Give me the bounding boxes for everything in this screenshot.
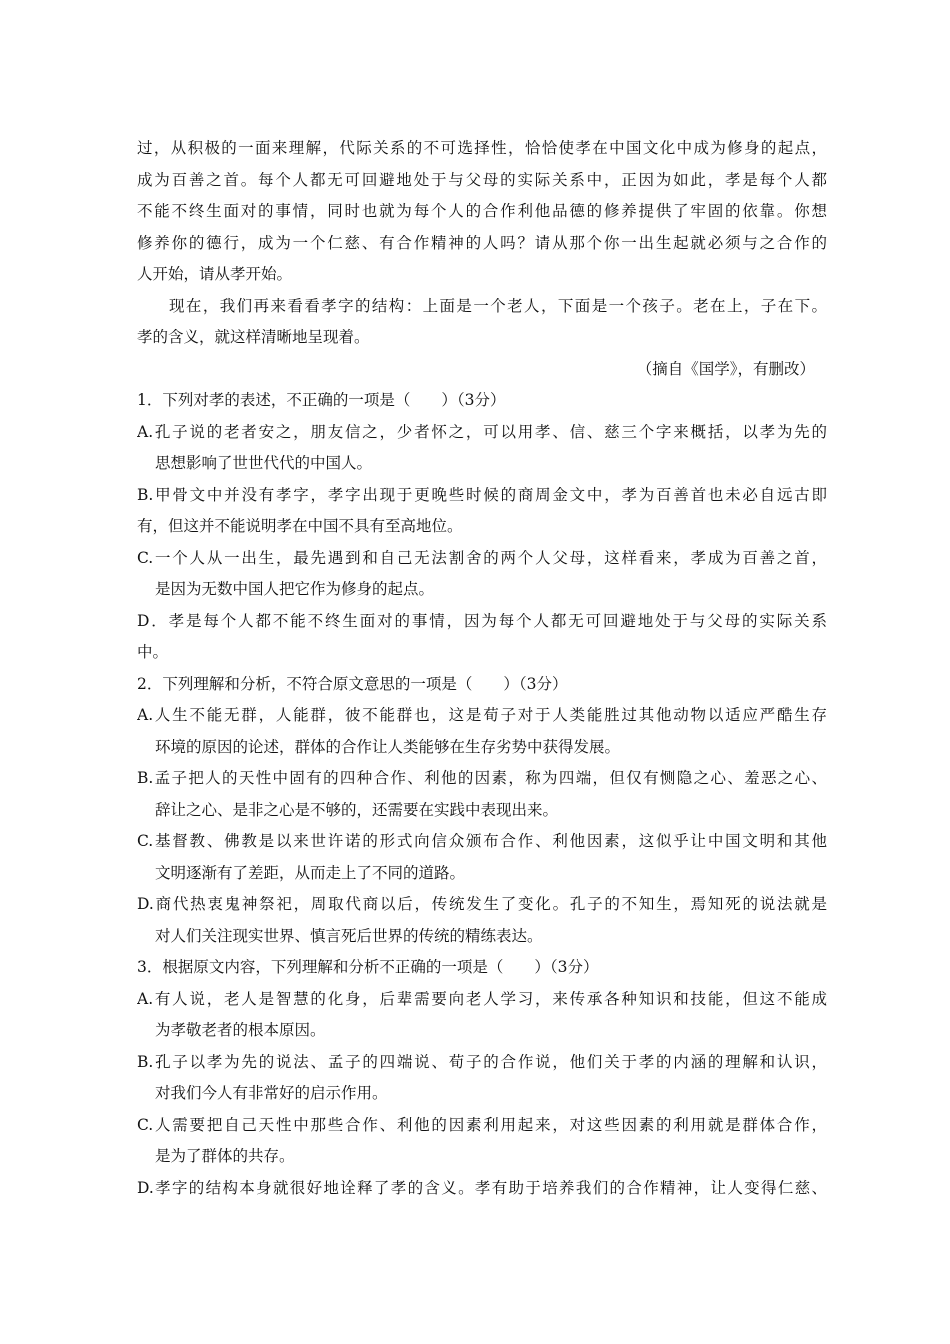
option-c — [137, 1110, 827, 1173]
option-d — [137, 606, 827, 669]
option-a — [137, 417, 827, 480]
option-line: A.人生不能无群，人能群，彼不能群也，这是荀子对于人类能胜过其他动物以适应严酷生存 — [137, 706, 827, 724]
option-line: 中。 — [137, 643, 169, 661]
option-line: 为孝敬老者的根本原因。 — [155, 1021, 326, 1039]
option-line: 辞让之心、是非之心是不够的，还需要在实践中表现出来。 — [155, 800, 559, 819]
question-3 — [137, 952, 827, 1204]
option-line: A.有人说，老人是智慧的化身，后辈需要向老人学习，来传承各种知识和技能，但这不能成 — [137, 989, 827, 1008]
passage-paragraph-1 — [137, 133, 827, 291]
text-line: 人开始，请从孝开始。 — [137, 265, 293, 283]
text-line: 不能不终生面对的事情，同时也就为每个人的合作利他品德的修养提供了牢固的依靠。你想 — [137, 202, 827, 220]
text-line: 孝的含义，就这样清晰地呈现着。 — [137, 328, 370, 346]
option-a — [137, 700, 827, 763]
option-line: B.孟子把人的天性中固有的四种合作、利他的因素，称为四端，但仅有恻隐之心、羞恶之心、 — [137, 769, 827, 787]
question-stem: 2．下列理解和分析，不符合原文意思的一项是（ ）（3分） — [137, 674, 568, 693]
option-line: 对我们今人有非常好的启示作用。 — [155, 1084, 388, 1102]
option-line: C.基督教、佛教是以来世许诺的形式向信众颁布合作、利他因素，这似乎让中国文明和其他 — [137, 832, 827, 850]
option-line: 是为了群体的共存。 — [155, 1147, 295, 1165]
option-line: C.一个人从一出生，最先遇到和自己无法割舍的两个人父母，这样看来，孝成为百善之首， — [137, 548, 827, 567]
option-line: D.孝字的结构本身就很好地诠释了孝的含义。孝有助于培养我们的合作精神，让人变得仁慈、 — [137, 1178, 827, 1197]
source-citation: （摘自《国学》，有删改） — [636, 359, 815, 378]
option-line: B.孔子以孝为先的说法、孟子的四端说、荀子的合作说，他们关于孝的内涵的理解和认识， — [137, 1052, 827, 1071]
page-content — [137, 133, 827, 1204]
option-line: 有，但这并不能说明孝在中国不具有至高地位。 — [137, 517, 463, 535]
option-a — [137, 984, 827, 1047]
option-d — [137, 1173, 827, 1205]
option-b — [137, 763, 827, 826]
question-stem: 3．根据原文内容，下列理解和分析不正确的一项是（ ）（3分） — [137, 958, 599, 976]
question-stem: 1．下列对孝的表述，不正确的一项是（ ）（3分） — [137, 391, 506, 409]
text-line: 现在，我们再来看看孝字的结构：上面是一个老人，下面是一个孩子。老在上，子在下。 — [169, 296, 827, 315]
option-line: D.商代热衷鬼神祭祀，周取代商以后，传统发生了变化。孔子的不知生，焉知死的说法就是 — [137, 895, 827, 913]
option-c — [137, 543, 827, 606]
option-line: B.甲骨文中并没有孝字，孝字出现于更晚些时候的商周金文中，孝为百善首也未必自远古即 — [137, 485, 827, 504]
question-1 — [137, 385, 827, 669]
option-line: A.孔子说的老者安之，朋友信之，少者怀之，可以用孝、信、慈三个字来概括，以孝为先的 — [137, 422, 827, 441]
passage-paragraph-2 — [137, 291, 827, 354]
text-line: 过，从积极的一面来理解，代际关系的不可选择性，恰恰使孝在中国文化中成为修身的起点， — [137, 139, 827, 157]
option-line: C.人需要把自己天性中那些合作、利他的因素利用起来，对这些因素的利用就是群体合作， — [137, 1115, 827, 1134]
text-line: 修养你的德行，成为一个仁慈、有合作精神的人吗？请从那个你一出生起就必须与之合作的 — [137, 233, 827, 252]
option-line: 思想影响了世世代代的中国人。 — [155, 454, 373, 472]
option-d — [137, 889, 827, 952]
option-line: 文明逐渐有了差距，从而走上了不同的道路。 — [155, 863, 466, 882]
option-line: 是因为无数中国人把它作为修身的起点。 — [155, 580, 435, 598]
option-line: D．孝是每个人都不能不终生面对的事情，因为每个人都无可回避地处于与父母的实际关系 — [137, 611, 827, 630]
option-line: 对人们关注现实世界、慎言死后世界的传统的精练表达。 — [155, 926, 543, 945]
option-b — [137, 1047, 827, 1110]
option-c — [137, 826, 827, 889]
option-line: 环境的原因的论述，群体的合作让人类能够在生存劣势中获得发展。 — [155, 737, 621, 756]
text-line: 成为百善之首。每个人都无可回避地处于与父母的实际关系中，正因为如此，孝是每个人都 — [137, 170, 827, 189]
option-b — [137, 480, 827, 543]
question-2 — [137, 669, 827, 953]
